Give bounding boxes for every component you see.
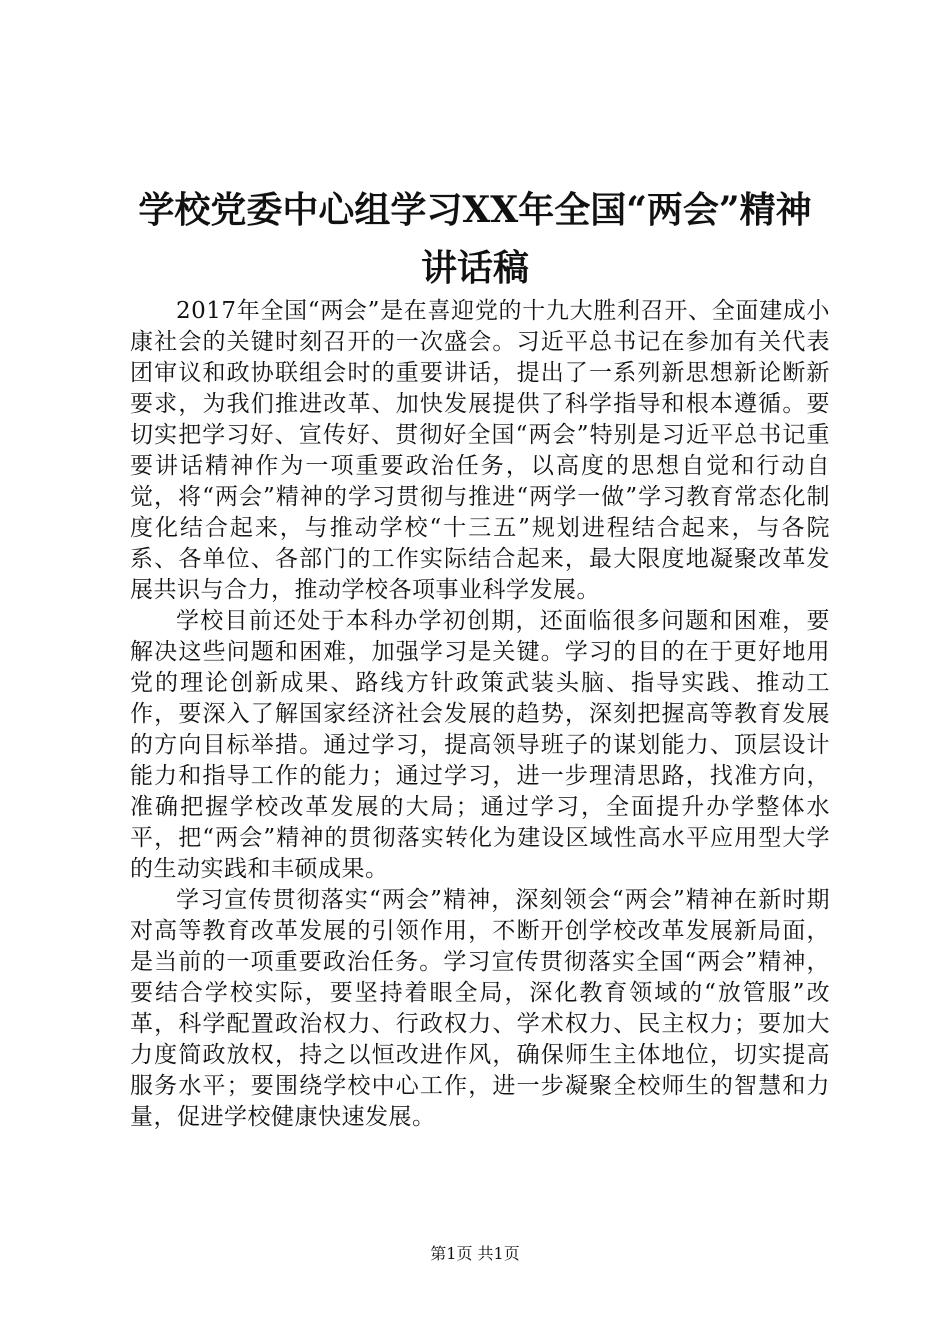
document-title-line-1: 学校党委中心组学习XX年全国“两会”精神 xyxy=(138,189,812,231)
page-footer: 第1页 共1页 xyxy=(430,1244,520,1263)
document-body xyxy=(130,296,830,1133)
paragraph-2: 学校目前还处于本科办学初创期，还面临很多问题和困难，要解决这些问题和困难，加强学习是关键。学习的目的在于更好地用党的理论创新成果、路线方针政策武装头脑、指导实践、推动工作，要深入了解国家经济社会发展的趋势，深刻把握高等教育发展的方向目标举措。通过学习，提高领导班子的谋划能力、顶层设计能力和指导工作的能力；通过学习，进一步理清思路，找准方向，准确把握学校改革发展的大局；通过学习，全面提升办学整体水平，把“两会”精神的贯彻落实转化为建设区域性高水平应用型大学的生动实践和丰硕成果。 xyxy=(130,608,830,882)
document-title-line-2: 讲话稿 xyxy=(420,247,529,289)
paragraph-1: 2017年全国“两会”是在喜迎党的十九大胜利召开、全面建成小康社会的关键时刻召开的一次盛会。习近平总书记在参加有关代表团审议和政协联组会时的重要讲话，提出了一系列新思想新论断新要求，为我们推进改革、加快发展提供了科学指导和根本遵循。要切实把学习好、宣传好、贯彻好全国“两会”特别是习近平总书记重要讲话精神作为一项重要政治任务，以高度的思想自觉和行动自觉，将“两会”精神的学习贯彻与推进“两学一做”学习教育常态化制度化结合起来，与推动学校“十三五”规划进程结合起来，与各院系、各单位、各部门的工作实际结合起来，最大限度地凝聚改革发展共识与合力，推动学校各项事业科学发展。 xyxy=(130,298,830,603)
paragraph-3: 学习宣传贯彻落实“两会”精神，深刻领会“两会”精神在新时期对高等教育改革发展的引领作用，不断开创学校改革发展新局面，是当前的一项重要政治任务。学习宣传贯彻落实全国“两会”精神，要结合学校实际，要坚持着眼全局，深化教育领域的“放管服”改革，科学配置政治权力、行政权力、学术权力、民主权力；要加大力度简政放权，持之以恒改进作风，确保师生主体地位，切实提高服务水平；要围绕学校中心工作，进一步凝聚全校师生的智慧和力量，促进学校健康快速发展。 xyxy=(130,887,830,1130)
